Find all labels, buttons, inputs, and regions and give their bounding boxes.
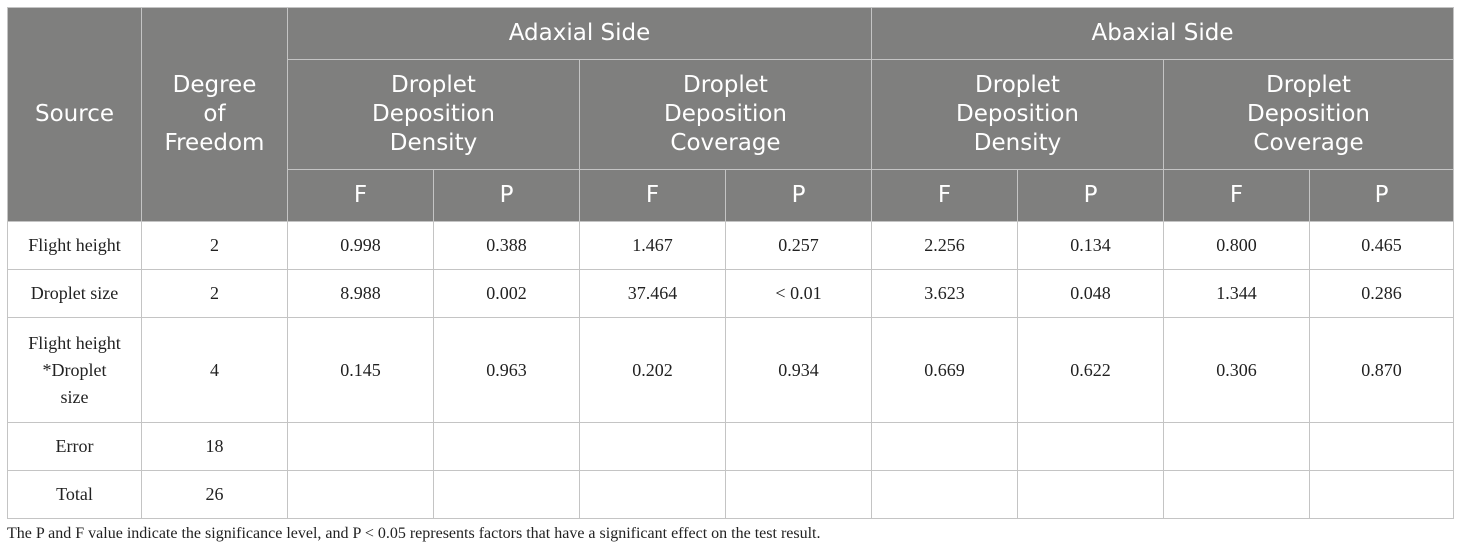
cell-value: 0.145: [288, 318, 434, 423]
header-abaxial-side: Abaxial Side: [872, 8, 1454, 60]
cell-empty: [1164, 471, 1310, 519]
header-p: P: [434, 170, 580, 222]
header-source: Source: [8, 8, 142, 222]
cell-value: 0.465: [1310, 222, 1454, 270]
header-f: F: [872, 170, 1018, 222]
density-line2: Deposition: [956, 101, 1079, 127]
anova-table: [7, 7, 1454, 519]
row-df: 26: [142, 471, 288, 519]
row-source: Total: [8, 471, 142, 519]
df-line2: of: [203, 101, 226, 127]
density-line1: Droplet: [391, 72, 476, 98]
header-f: F: [1164, 170, 1310, 222]
header-degree-of-freedom: [142, 8, 288, 222]
density-line3: Density: [389, 130, 478, 156]
df-line1: Degree: [172, 72, 257, 98]
header-p: P: [1310, 170, 1454, 222]
row-df: 2: [142, 270, 288, 318]
header-adaxial-coverage: [580, 60, 872, 170]
coverage-line2: Deposition: [1247, 101, 1370, 127]
table-row: [8, 222, 1454, 270]
header-adaxial-density: [288, 60, 580, 170]
cell-value: 0.800: [1164, 222, 1310, 270]
cell-value: 0.870: [1310, 318, 1454, 423]
source-line1: Flight height: [28, 332, 121, 353]
cell-empty: [580, 471, 726, 519]
cell-empty: [288, 423, 434, 471]
cell-value: 2.256: [872, 222, 1018, 270]
header-p: P: [726, 170, 872, 222]
cell-value: 0.622: [1018, 318, 1164, 423]
cell-empty: [872, 471, 1018, 519]
row-df: 18: [142, 423, 288, 471]
header-abaxial-coverage: [1164, 60, 1454, 170]
cell-value: 0.934: [726, 318, 872, 423]
header-f: F: [288, 170, 434, 222]
cell-value: 0.257: [726, 222, 872, 270]
cell-value: 0.002: [434, 270, 580, 318]
table-row: [8, 318, 1454, 423]
header-p: P: [1018, 170, 1164, 222]
cell-empty: [434, 471, 580, 519]
header-row-sides: [8, 8, 1454, 60]
cell-value: 37.464: [580, 270, 726, 318]
cell-value: 0.306: [1164, 318, 1310, 423]
coverage-line3: Coverage: [1253, 130, 1364, 156]
source-line2: *Droplet: [42, 359, 107, 380]
table-row: [8, 270, 1454, 318]
cell-empty: [1018, 471, 1164, 519]
cell-value: 0.963: [434, 318, 580, 423]
cell-empty: [288, 471, 434, 519]
cell-value: 8.988: [288, 270, 434, 318]
table-row: [8, 423, 1454, 471]
cell-value: < 0.01: [726, 270, 872, 318]
cell-empty: [1018, 423, 1164, 471]
cell-empty: [1310, 423, 1454, 471]
cell-empty: [1310, 471, 1454, 519]
cell-value: 0.202: [580, 318, 726, 423]
cell-value: 0.134: [1018, 222, 1164, 270]
source-line3: size: [60, 386, 89, 407]
cell-value: 1.467: [580, 222, 726, 270]
df-line3: Freedom: [164, 130, 265, 156]
cell-value: 3.623: [872, 270, 1018, 318]
coverage-line2: Deposition: [664, 101, 787, 127]
row-df: 4: [142, 318, 288, 423]
cell-value: 0.048: [1018, 270, 1164, 318]
coverage-line3: Coverage: [670, 130, 781, 156]
density-line2: Deposition: [372, 101, 495, 127]
row-source: Flight height: [8, 222, 142, 270]
cell-empty: [1164, 423, 1310, 471]
cell-value: 0.286: [1310, 270, 1454, 318]
header-adaxial-side: Adaxial Side: [288, 8, 872, 60]
cell-empty: [726, 471, 872, 519]
cell-empty: [726, 423, 872, 471]
table-row: [8, 471, 1454, 519]
cell-value: 1.344: [1164, 270, 1310, 318]
row-df: 2: [142, 222, 288, 270]
cell-empty: [872, 423, 1018, 471]
header-f: F: [580, 170, 726, 222]
cell-value: 0.998: [288, 222, 434, 270]
density-line1: Droplet: [975, 72, 1060, 98]
density-line3: Density: [973, 130, 1062, 156]
cell-value: 0.388: [434, 222, 580, 270]
row-source: [8, 318, 142, 423]
cell-value: 0.669: [872, 318, 1018, 423]
cell-empty: [434, 423, 580, 471]
coverage-line1: Droplet: [683, 72, 768, 98]
coverage-line1: Droplet: [1266, 72, 1351, 98]
row-source: Droplet size: [8, 270, 142, 318]
cell-empty: [580, 423, 726, 471]
row-source: Error: [8, 423, 142, 471]
table-footnote: The P and F value indicate the significance level, and P < 0.05 represents factors that have a significant effect on the test result.: [7, 525, 821, 542]
header-abaxial-density: [872, 60, 1164, 170]
